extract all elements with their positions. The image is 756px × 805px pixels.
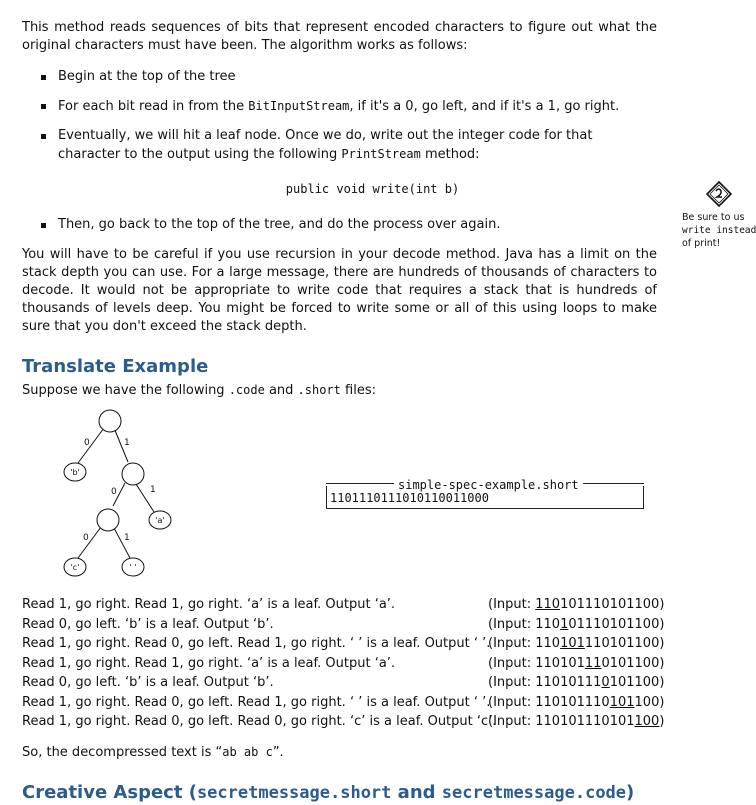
conclusion: So, the decompressed text is “ab ab c”. bbox=[22, 745, 284, 760]
inline-code: ab ab c bbox=[222, 745, 273, 759]
bullet-begin bbox=[42, 68, 657, 86]
bullet-marker bbox=[41, 104, 46, 109]
edge-label: 0 bbox=[84, 438, 90, 448]
trace-step-text: Read 1, go right. Read 1, go right. ‘a’ is a leaf. Output ‘a’. bbox=[22, 597, 396, 612]
leaf-label: 'a' bbox=[155, 516, 165, 525]
edge-label: 0 bbox=[83, 533, 89, 543]
trace-row bbox=[22, 694, 665, 713]
trace-row bbox=[22, 635, 665, 654]
warning-sign-icon bbox=[706, 181, 732, 207]
short-file-title: simple-spec-example.short bbox=[326, 476, 644, 490]
bullet-text: Eventually, we will hit a leaf node. Once we do, write out the integer code for that character to the output using the following PrintStream method: bbox=[58, 128, 593, 162]
side-note bbox=[682, 211, 756, 250]
trace-step-text: Read 1, go right. Read 0, go left. Read 1, go right. ‘ ’ is a leaf. Output ‘ ’. bbox=[22, 694, 491, 710]
trace-input: (Input: 110101110101100) bbox=[488, 616, 665, 632]
side-note-line: write instead bbox=[682, 225, 756, 236]
bullet-text: Then, go back to the top of the tree, and do the process over again. bbox=[58, 217, 501, 232]
side-note-line: Be sure to us bbox=[682, 212, 745, 223]
edge-label: 1 bbox=[124, 533, 130, 543]
trace-row bbox=[22, 674, 665, 693]
short-file-content: 1101110111010110011000 bbox=[330, 491, 489, 505]
trace-input: (Input: 110101110101100) bbox=[488, 714, 665, 729]
bullet-marker bbox=[41, 223, 46, 228]
trace-step-text: Read 1, go right. Read 1, go right. ‘a’ is a leaf. Output ‘a’. bbox=[22, 655, 396, 671]
trace-step-text: Read 1, go right. Read 0, go left. Read 1, go right. ‘ ’ is a leaf. Output ‘ ’. bbox=[22, 636, 491, 651]
leaf-label: 'b' bbox=[70, 468, 80, 477]
edge-label: 0 bbox=[111, 487, 117, 497]
tree-node bbox=[99, 410, 121, 432]
huffman-tree bbox=[50, 408, 180, 589]
tree-edge bbox=[78, 527, 101, 558]
inline-code: .short bbox=[297, 383, 341, 397]
section-heading: Translate Example bbox=[22, 356, 209, 377]
trace-row bbox=[22, 713, 665, 732]
trace-step-text: Read 0, go left. ‘b’ is a leaf. Output ‘b’. bbox=[22, 675, 274, 690]
trace-input: (Input: 110101110101100) bbox=[488, 636, 665, 651]
trace-input: (Input: 110101110101100) bbox=[488, 655, 665, 671]
tree-node bbox=[97, 509, 119, 531]
trace-input: (Input: 110101110101100) bbox=[488, 597, 665, 612]
bullet-leaf bbox=[42, 127, 657, 164]
intro-paragraph: This method reads sequences of bits that represent encoded characters to figure out what the original characters must have been. The algorithm works as follows: bbox=[22, 20, 657, 53]
trace-input: (Input: 110101110101100) bbox=[488, 675, 665, 690]
bullet-marker bbox=[41, 134, 46, 139]
bullet-marker bbox=[41, 75, 46, 80]
trace-step-text: Read 1, go right. Read 0, go left. Read 0, go right. ‘c’ is a leaf. Output ‘c’. bbox=[22, 714, 497, 729]
code-signature: public void write(int b) bbox=[285, 182, 460, 196]
leaf-label: ' ' bbox=[129, 563, 137, 572]
trace-row bbox=[22, 616, 665, 635]
bullet-text: For each bit read in from the BitInputStream, if it's a 0, go left, and if it's a 1, go right. bbox=[58, 99, 620, 114]
edge-label: 1 bbox=[150, 485, 156, 495]
creative-heading: Creative Aspect (secretmessage.short and secretmessage.code) bbox=[22, 782, 635, 803]
recursion-paragraph: You will have to be careful if you use recursion in your decode method. Java has a limit on the stack depth you can use. For a large message, there are hundreds of thousands of characters to decode. It would not be appropriate to write code that requires a stack that is hundreds of thousands of levels deep. You might be forced to write some or all of this using loops to make sure that you don't exceed the stack depth. bbox=[22, 247, 657, 334]
leaf-label: 'c' bbox=[70, 563, 80, 572]
inline-code: BitInputStream bbox=[248, 99, 350, 113]
trace-row bbox=[22, 596, 665, 615]
inline-code: PrintStream bbox=[341, 147, 421, 161]
bullet-restart bbox=[42, 216, 657, 234]
edge-label: 1 bbox=[124, 438, 130, 448]
side-note-line: of print! bbox=[682, 238, 721, 249]
trace-row bbox=[22, 655, 665, 674]
bullet-read-bit bbox=[42, 97, 657, 116]
inline-code: .code bbox=[228, 383, 265, 397]
example-intro: Suppose we have the following .code and .short files: bbox=[22, 383, 376, 398]
trace-step-text: Read 0, go left. ‘b’ is a leaf. Output ‘b’. bbox=[22, 616, 274, 632]
tree-node bbox=[122, 463, 144, 485]
bullet-text: Begin at the top of the tree bbox=[58, 69, 236, 84]
tree-edge bbox=[78, 428, 104, 463]
trace-input: (Input: 110101110101100) bbox=[488, 694, 665, 710]
